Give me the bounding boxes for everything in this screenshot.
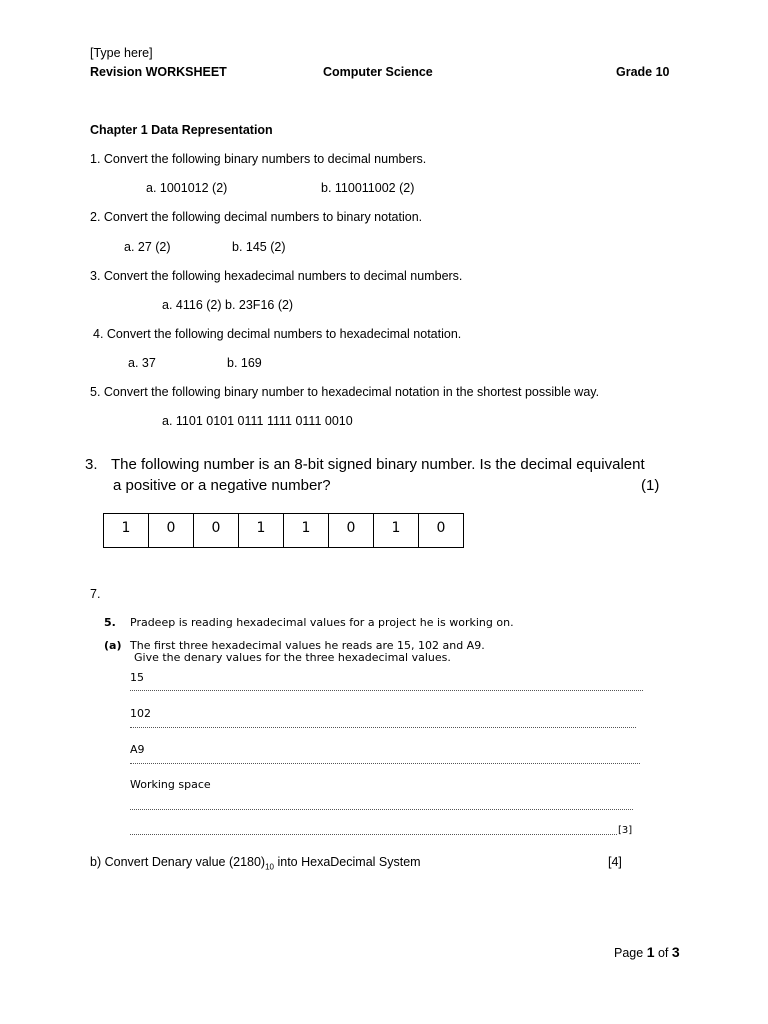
question-6-line1: The following number is an 8-bit signed binary number. Is the decimal equivalent [111,456,645,473]
page-word: Page [614,946,644,960]
question-7-intro: Pradeep is reading hexadecimal values for a project he is working on. [130,616,514,629]
bit-cell: 1 [239,514,284,547]
answer-line [130,727,636,728]
question-2-a: a. 27 (2) [124,240,171,254]
of-word: of [657,946,669,960]
page-footer [614,944,680,960]
working-line [130,834,617,835]
page-total: 3 [671,944,680,960]
question-3-ab: a. 4116 (2) b. 23F16 (2) [162,298,294,312]
part-b-marks: [4] [608,855,622,869]
bit-cell: 1 [284,514,329,547]
question-3: 3. Convert the following hexadecimal numbers to decimal numbers. [90,269,463,283]
question-6-number: 3. [85,456,98,473]
question-4: 4. Convert the following decimal numbers to hexadecimal notation. [93,327,462,341]
question-7-marks: [3] [618,825,633,836]
question-7-part-a-label: (a) [104,639,122,652]
working-space-label: Working space [130,778,211,791]
question-7-number: 7. [90,587,101,601]
question-5-a: a. 1101 0101 0111 1111 0111 0010 [162,414,353,428]
question-4-b: b. 169 [227,356,262,370]
question-7-part-a-line2: Give the denary values for the three hexadecimal values. [134,651,451,664]
question-6-line2: a positive or a negative number? [113,477,331,494]
question-7-sub-number: 5. [104,616,116,629]
subject-label: Computer Science [323,65,433,79]
bit-cell: 1 [374,514,419,547]
question-1: 1. Convert the following binary numbers to decimal numbers. [90,152,427,166]
bit-cell: 0 [194,514,239,547]
part-b-text-post: into HexaDecimal System [274,855,421,869]
bit-cell: 1 [104,514,149,547]
question-2-b: b. 145 (2) [232,240,286,254]
question-4-a: a. 37 [128,356,156,370]
question-1-a: a. 1001012 (2) [146,181,228,195]
question-2: 2. Convert the following decimal numbers to binary notation. [90,210,423,224]
part-b-base: 10 [265,862,274,872]
page-number: 1 [646,944,655,960]
binary-number-table [103,513,464,548]
chapter-heading: Chapter 1 Data Representation [90,123,273,137]
part-b-question [90,855,421,872]
part-b-text-pre: b) Convert Denary value (2180) [90,855,266,869]
question-6-marks: (1) [641,477,660,494]
question-7-part-a-line1: The first three hexadecimal values he reads are 15, 102 and A9. [130,639,485,652]
question-5: 5. Convert the following binary number to hexadecimal notation in the shortest possible way. [90,385,600,399]
answer-line [130,763,640,764]
bit-cell: 0 [436,520,446,536]
bit-cell: 0 [149,514,194,547]
working-line [130,809,633,810]
question-1-b: b. 110011002 (2) [321,181,415,195]
hex-value-a9: A9 [130,743,145,756]
hex-value-15: 15 [130,671,144,684]
worksheet-title: Revision WORKSHEET [90,65,227,79]
answer-line [130,690,643,691]
bit-cell: 0 [329,514,374,547]
grade-label: Grade 10 [616,65,670,79]
header-placeholder: [Type here] [90,46,153,60]
hex-value-102: 102 [130,707,151,720]
